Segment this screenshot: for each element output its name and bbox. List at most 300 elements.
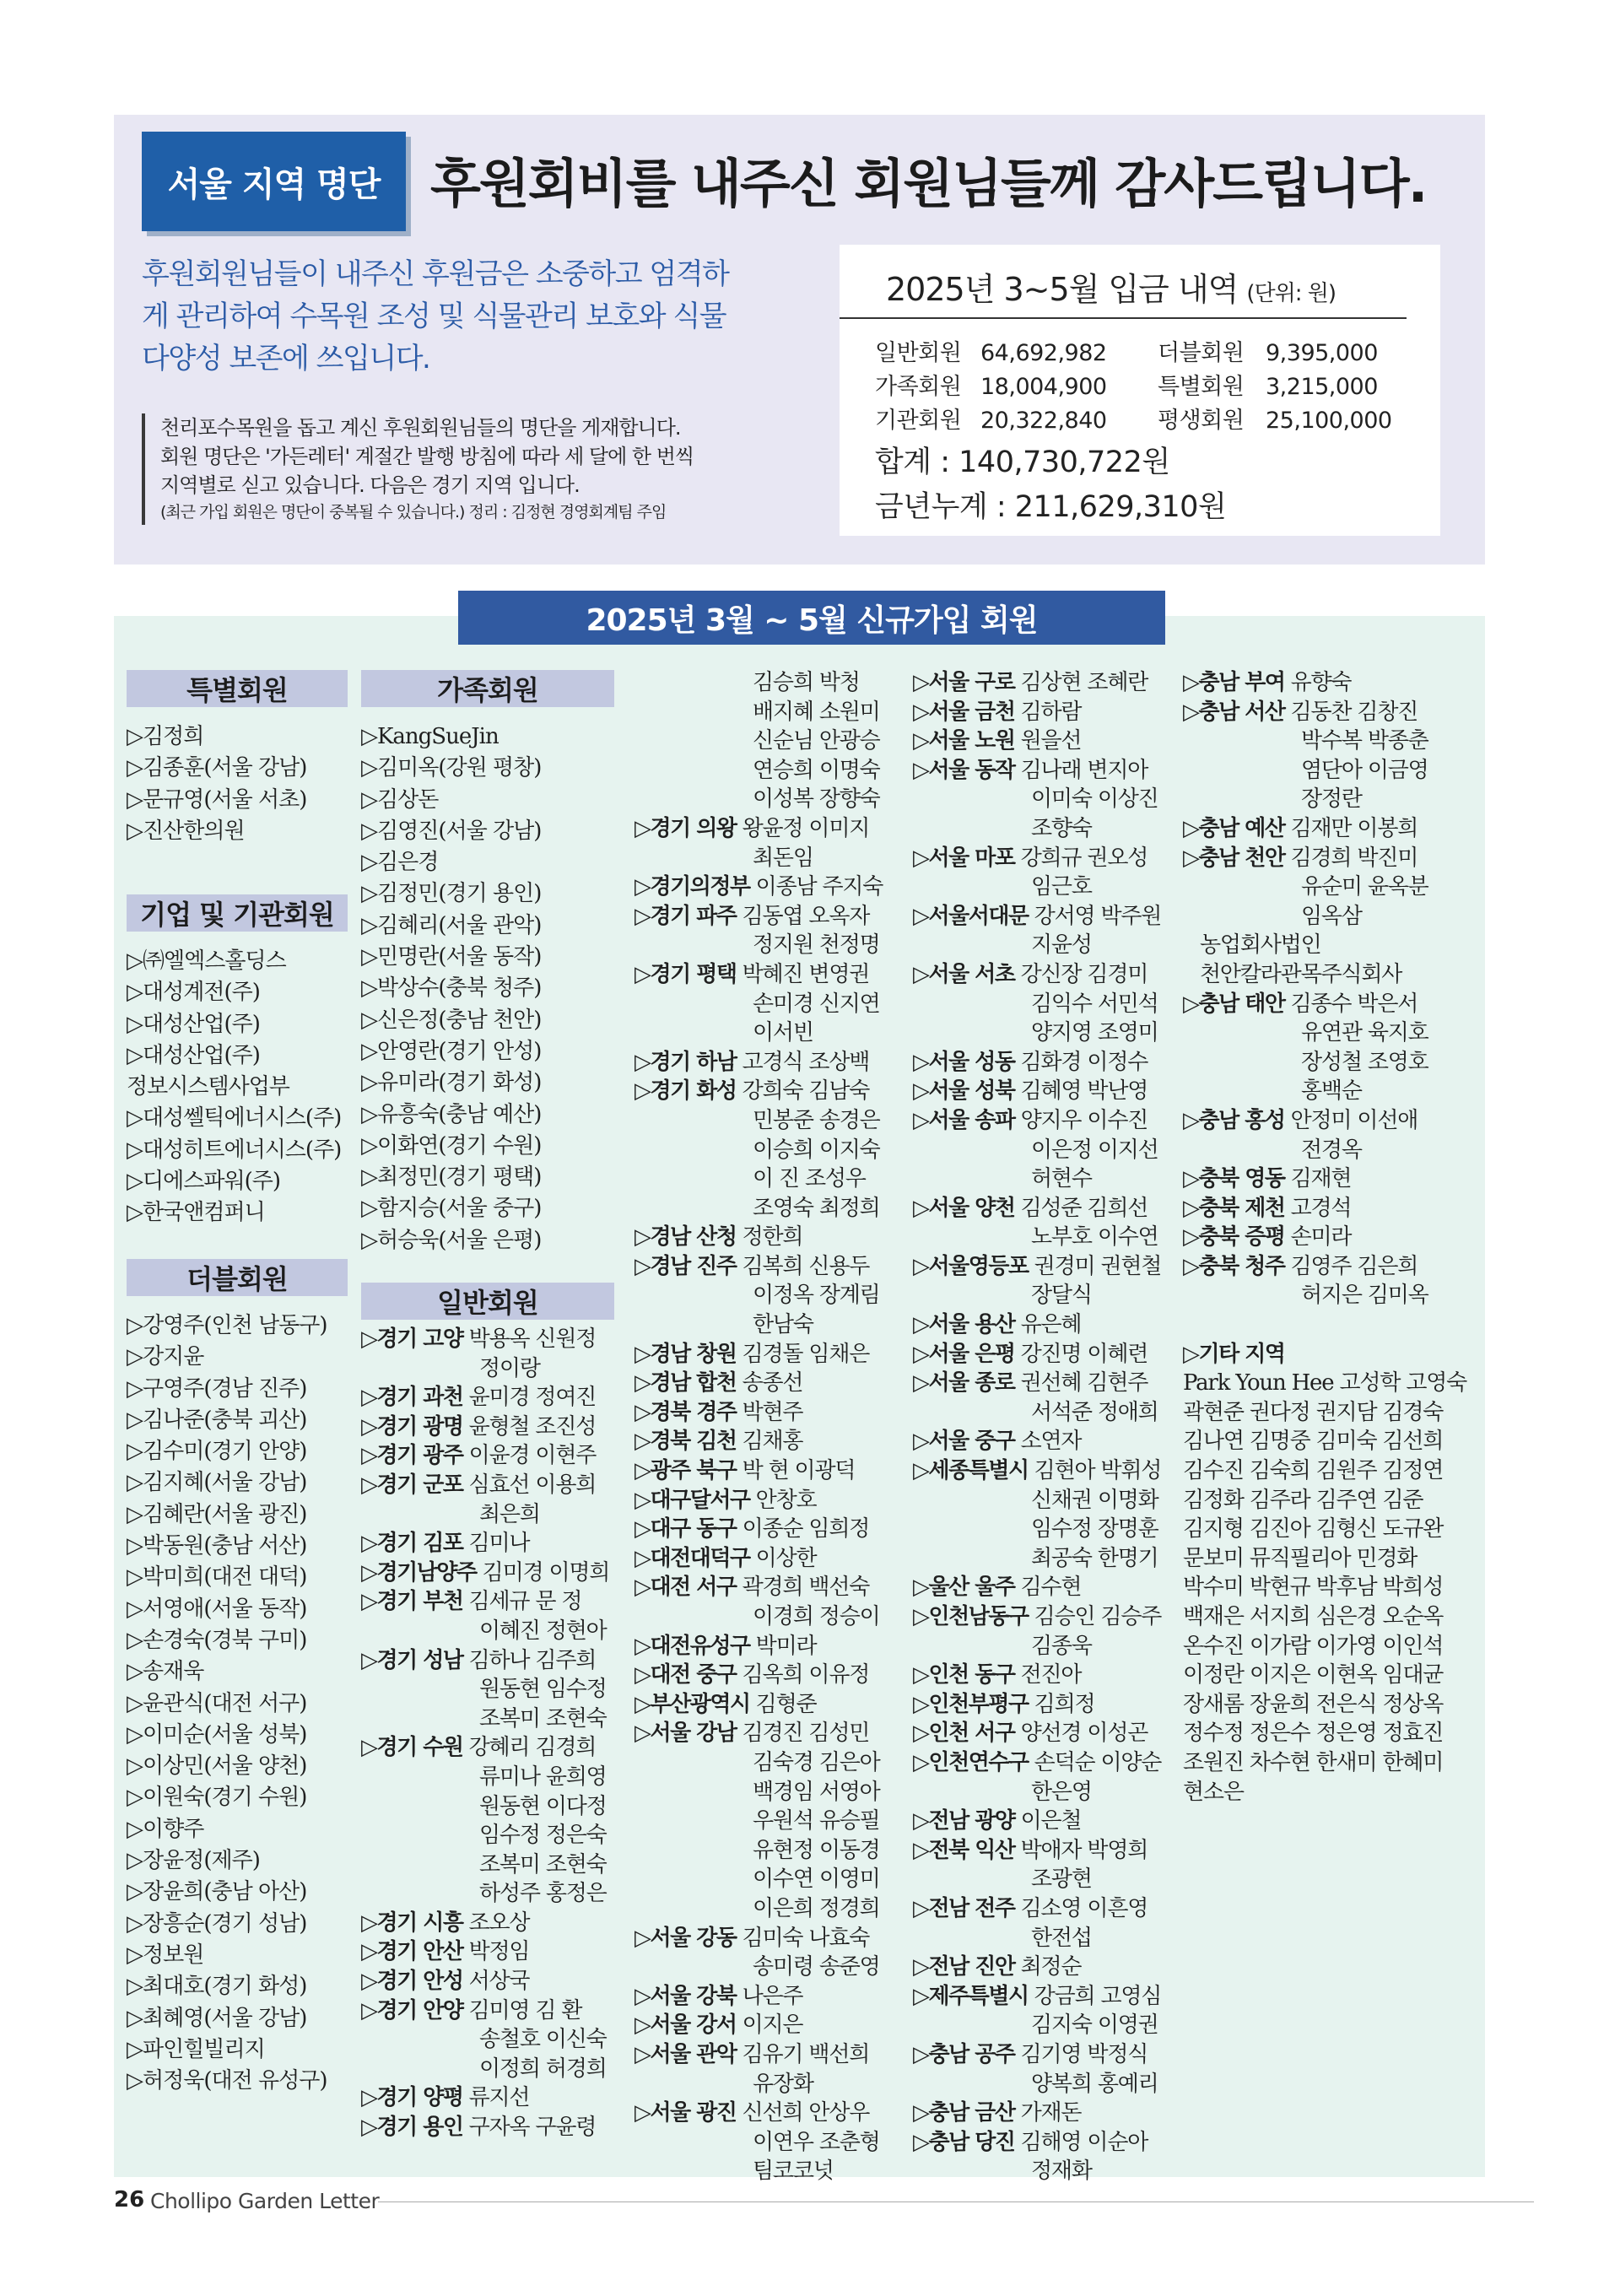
member-entry: ▷정보원 <box>127 1942 204 1968</box>
member-entry: ▷송재욱 <box>127 1659 204 1685</box>
region-entry <box>913 1982 1161 2012</box>
region-names: 류지선 <box>468 2085 530 2111</box>
region-names: 김영주 김은희 <box>1290 1253 1418 1279</box>
names-continuation: 김지숙 이영권 <box>1031 2012 1158 2039</box>
region-entry <box>913 1194 1161 1224</box>
member-entry: ▷김영진(서울 강남) <box>361 818 542 844</box>
region-label: ▷충남 천안 <box>1183 845 1285 871</box>
page-number: 26 <box>114 2187 145 2212</box>
region-names: 박용옥 신원정 <box>468 1326 597 1352</box>
region-names: 김재만 이봉희 <box>1290 815 1418 841</box>
region-label: ▷서울영등포 <box>913 1253 1029 1279</box>
names-continuation: 한전섭 <box>1031 1925 1092 1951</box>
member-entry: ▷김나준(충북 괴산) <box>127 1407 307 1433</box>
region-label: ▷충남 당진 <box>913 2129 1015 2155</box>
names-continuation: 한은영 <box>1031 1779 1092 1805</box>
region-entry <box>634 1515 883 1544</box>
other-region-names: 문보미 뮤직필리아 민경화 <box>1183 1545 1418 1571</box>
member-entry: ▷최대호(경기 화성) <box>127 1974 307 2000</box>
region-names: 김경진 김성민 <box>742 1721 870 1747</box>
names-continuation: 양복희 홍예리 <box>1031 2071 1158 2097</box>
region-label: ▷경북 김천 <box>634 1429 737 1455</box>
region-label: ▷충남 태안 <box>1183 991 1285 1017</box>
region-label: ▷기타 지역 <box>1183 1341 1285 1367</box>
region-entry <box>913 1690 1161 1720</box>
region-entry <box>634 2099 883 2128</box>
region-names: 강진명 이혜련 <box>1020 1341 1148 1367</box>
region-label: ▷서울 마포 <box>913 845 1015 871</box>
other-region-names: 박수미 박현규 박후남 박희성 <box>1183 1575 1444 1601</box>
region-entry <box>634 1486 883 1515</box>
names-continuation: 원동현 이다정 <box>479 1793 607 1819</box>
member-entry: ▷김상돈 <box>361 786 439 813</box>
names-continuation: 팀코코넛 <box>753 2158 834 2185</box>
member-entry: ▷대성히트에너시스(주) <box>127 1137 342 1163</box>
region-names: 김복희 신용두 <box>742 1253 870 1279</box>
region-label: ▷전북 익산 <box>913 1837 1015 1863</box>
region-label: ▷인천 동구 <box>913 1662 1015 1688</box>
member-entry: ▷김미옥(강원 평창) <box>361 755 542 781</box>
region-names: 고경식 조상백 <box>742 1049 870 1075</box>
region-names: 신선희 안상우 <box>742 2100 870 2126</box>
region-names: 유은혜 <box>1020 1312 1082 1338</box>
names-continuation: 조광현 <box>1031 1867 1092 1893</box>
region-entry <box>913 1048 1161 1078</box>
names-continuation: 허현수 <box>1031 1166 1092 1192</box>
region-entry <box>913 2128 1161 2158</box>
region-names: 김현아 박휘성 <box>1034 1458 1162 1484</box>
region-entry <box>634 1369 883 1398</box>
region-entry <box>361 1909 609 1938</box>
summary-row: 일반회원 64,692,982 더블회원 9,395,000 <box>875 340 1378 366</box>
region-label: ▷충북 제천 <box>1183 1195 1285 1221</box>
other-region-names: 백재은 서지희 심은경 오순옥 <box>1183 1604 1444 1629</box>
names-continuation: 백경임 서영아 <box>753 1779 880 1805</box>
region-entry <box>913 1807 1161 1836</box>
summary-total: 합계 : 140,730,722원 <box>875 446 1170 479</box>
region-label: ▷경기 광주 <box>361 1443 463 1469</box>
footer-divider <box>378 2201 1534 2202</box>
region-label: ▷광주 북구 <box>634 1458 737 1484</box>
region-entry <box>634 1573 883 1602</box>
region-entry <box>361 2113 609 2142</box>
region-label: ▷경기 안양 <box>361 1997 463 2023</box>
region-label: ▷경북 경주 <box>634 1399 737 1425</box>
region-names: 김해영 이순아 <box>1020 2129 1148 2155</box>
region-names: 권선혜 김현주 <box>1020 1370 1148 1397</box>
names-continuation: 송미령 송준영 <box>753 1954 880 1980</box>
member-entry: ▷손경숙(경북 구미) <box>127 1627 307 1653</box>
region-entry <box>913 1310 1161 1340</box>
names-continuation: 홍백순 <box>1301 1078 1362 1105</box>
region-names: 원을선 <box>1020 728 1082 754</box>
region-entry <box>634 814 883 844</box>
general-members-col4 <box>1183 668 1466 1807</box>
names-continuation: 연승희 이명숙 <box>753 757 880 783</box>
region-label: ▷서울 서초 <box>913 961 1015 987</box>
region-names: 안정미 이선애 <box>1290 1107 1418 1133</box>
other-region-names: Park Youn Hee 고성학 고영숙 <box>1183 1370 1467 1397</box>
region-entry <box>634 1048 883 1078</box>
names-continuation: 류미나 윤희영 <box>479 1764 607 1790</box>
other-region-names: 조원진 차수현 한새미 한혜미 <box>1183 1749 1444 1775</box>
region-entry <box>634 872 883 902</box>
names-continuation: 배지혜 소원미 <box>753 699 880 725</box>
region-label: ▷인천 서구 <box>913 1721 1015 1747</box>
region-label: ▷대구달서구 <box>634 1487 750 1513</box>
region-entry <box>634 1632 883 1661</box>
member-entry: ▷허정욱(대전 유성구) <box>127 2068 327 2094</box>
summary-divider <box>840 317 1407 319</box>
region-entry <box>913 902 1161 932</box>
region-label: ▷경남 창원 <box>634 1341 737 1367</box>
region-names: 박 현 이광덕 <box>742 1458 856 1484</box>
names-continuation: 손미경 신지연 <box>753 991 880 1017</box>
region-names: 박현주 <box>742 1399 803 1425</box>
member-entry: ▷이원숙(경기 수원) <box>127 1785 307 1811</box>
region-names: 김희정 <box>1034 1691 1095 1717</box>
region-entry <box>634 1544 883 1574</box>
region-label: ▷서울 노원 <box>913 728 1015 754</box>
organization-entry: 농업회사법인 <box>1200 932 1321 959</box>
region-names: 김경돌 임채은 <box>742 1341 870 1367</box>
region-label: ▷인천남동구 <box>913 1604 1029 1629</box>
other-region-names: 곽현준 권다정 권지담 김경숙 <box>1183 1399 1444 1425</box>
member-entry: ▷최정민(경기 평택) <box>361 1164 542 1191</box>
region-names: 이종남 주지숙 <box>755 874 883 900</box>
region-names: 김세규 문 정 <box>468 1589 582 1615</box>
region-label: ▷충남 부여 <box>1183 670 1285 695</box>
member-entry: ▷디에스파워(주) <box>127 1169 280 1195</box>
general-members-col3 <box>913 668 1161 2186</box>
region-entry <box>361 1559 609 1588</box>
member-entry: ▷대성계전(주) <box>127 980 260 1006</box>
region-names: 김상현 조혜란 <box>1020 670 1148 695</box>
region-entry <box>913 1573 1161 1602</box>
notice-line: 천리포수목원을 돕고 계신 후원회원님들의 명단을 게재합니다. <box>160 416 681 440</box>
region-names: 김승인 김승주 <box>1034 1604 1162 1629</box>
region-entry <box>361 1733 609 1763</box>
deposit-summary <box>840 245 1440 536</box>
region-entry <box>913 844 1161 873</box>
names-continuation: 김숙경 김은아 <box>753 1749 880 1775</box>
region-entry <box>634 1982 883 2012</box>
region-entry <box>361 1587 609 1617</box>
region-label: ▷경기 안성 <box>361 1969 463 1995</box>
region-names: 강서영 박주원 <box>1034 903 1162 929</box>
corporate-members-list <box>127 946 341 1229</box>
names-continuation: 서석준 정애희 <box>1031 1399 1158 1425</box>
region-names: 권경미 권현철 <box>1034 1253 1162 1279</box>
region-names: 강신장 김경미 <box>1020 961 1148 987</box>
region-entry <box>634 902 883 932</box>
region-names: 윤미경 정여진 <box>468 1385 597 1411</box>
region-label: ▷서울서대문 <box>913 903 1029 929</box>
summary-row: 가족회원 18,004,900 특별회원 3,215,000 <box>875 374 1378 400</box>
other-region-names: 김지형 김진아 김형신 도규완 <box>1183 1516 1444 1542</box>
region-label: ▷경남 진주 <box>634 1253 737 1279</box>
region-entry <box>361 1325 609 1354</box>
region-entry <box>913 1719 1161 1748</box>
region-label: ▷서울 종로 <box>913 1370 1015 1397</box>
member-entry: ▷윤관식(대전 서구) <box>127 1690 307 1716</box>
region-names: 안창호 <box>755 1487 817 1513</box>
region-entry <box>1183 1194 1466 1224</box>
region-names: 손덕순 이양순 <box>1034 1749 1162 1775</box>
region-names: 이은철 <box>1020 1808 1082 1834</box>
member-entry: ▷김혜리(서울 관악) <box>361 912 542 938</box>
region-names: 김채홍 <box>742 1429 803 1455</box>
names-continuation: 이정옥 장계림 <box>753 1283 880 1309</box>
other-region-names: 이정란 이지은 이현옥 임대균 <box>1183 1662 1444 1688</box>
member-entry: ▷장윤희(충남 아산) <box>127 1879 307 1905</box>
names-continuation: 최돈임 <box>753 845 813 871</box>
names-continuation: 김익수 서민석 <box>1031 991 1158 1017</box>
region-entry <box>361 2083 609 2113</box>
region-label: ▷인천연수구 <box>913 1749 1029 1775</box>
member-entry: ▷김정희 <box>127 724 204 749</box>
region-label: ▷서울 성북 <box>913 1078 1015 1105</box>
names-continuation: 장정란 <box>1301 786 1362 813</box>
member-entry: ▷KangSueJin <box>361 724 499 749</box>
names-continuation: 이수연 이영미 <box>753 1867 880 1893</box>
region-label: ▷전남 전주 <box>913 1895 1015 1921</box>
member-entry: ▷서영애(서울 동작) <box>127 1596 307 1622</box>
region-names: 김경희 박진미 <box>1290 845 1418 871</box>
region-label: ▷경기 광명 <box>361 1413 463 1440</box>
region-entry <box>913 1106 1161 1136</box>
region-entry <box>1183 844 1466 873</box>
region-names: 양선경 이성곤 <box>1020 1721 1148 1747</box>
region-entry <box>1183 1223 1466 1252</box>
names-continuation: 조복미 조현숙 <box>479 1705 607 1731</box>
region-entry <box>361 1996 609 2026</box>
names-continuation: 이연우 조춘형 <box>753 2129 880 2155</box>
region-entry <box>913 1369 1161 1398</box>
names-continuation: 신채권 이명화 <box>1031 1487 1158 1513</box>
names-continuation: 지윤성 <box>1031 932 1092 959</box>
region-label: ▷경기 성남 <box>361 1647 463 1673</box>
names-continuation: 임옥삼 <box>1301 903 1362 929</box>
region-label: ▷서울 강남 <box>634 1721 737 1747</box>
member-entry: ▷이상민(서울 양천) <box>127 1753 307 1780</box>
region-names: 이윤경 이현주 <box>468 1443 597 1469</box>
notice-small: (최근 가입 회원은 명단이 중복될 수 있습니다.) 정리 : 김정현 경영회계팀 주임 <box>160 503 667 521</box>
region-label: ▷서울 송파 <box>913 1107 1015 1133</box>
names-continuation: 이성복 장향숙 <box>753 786 880 813</box>
region-label: ▷경기 하남 <box>634 1049 737 1075</box>
region-label: ▷서울 관악 <box>634 2041 737 2067</box>
names-continuation: 전경옥 <box>1301 1137 1362 1163</box>
region-label: ▷서울 은평 <box>913 1341 1015 1367</box>
region-entry <box>913 1661 1161 1690</box>
member-entry: ▷유흥숙(충남 예산) <box>361 1101 542 1127</box>
region-entry <box>913 1836 1161 1866</box>
region-entry <box>634 960 883 990</box>
page-title: 후원회비를 내주신 회원님들께 감사드립니다. <box>430 153 1427 214</box>
region-label: ▷경기 용인 <box>361 2115 463 2141</box>
region-label: ▷경기남양주 <box>361 1559 477 1586</box>
region-names: 고경석 <box>1290 1195 1352 1221</box>
region-entry <box>1183 1340 1466 1369</box>
notice-text <box>142 413 802 525</box>
region-entry <box>361 1937 609 1967</box>
region-names: 김미영 김 환 <box>468 1997 582 2023</box>
region-entry <box>913 1602 1161 1632</box>
region-names: 양지우 이수진 <box>1020 1107 1148 1133</box>
region-label: ▷대전 서구 <box>634 1575 737 1601</box>
member-entry: ▷대성산업(주) <box>127 1042 260 1068</box>
names-continuation: 신순님 안광승 <box>753 728 880 754</box>
region-names: 이종순 임희정 <box>742 1516 870 1542</box>
member-entry: ▷강영주(인천 남동구) <box>127 1313 327 1338</box>
names-continuation: 민봉준 송경은 <box>753 1107 880 1133</box>
intro-text <box>142 253 791 380</box>
member-entry: ▷김수미(경기 안양) <box>127 1439 307 1465</box>
region-entry <box>634 1719 883 1748</box>
region-entry <box>913 756 1161 786</box>
names-continuation: 유장화 <box>753 2071 813 2097</box>
names-continuation: 김승희 박청 <box>753 670 860 695</box>
names-continuation: 우원석 유승필 <box>753 1808 880 1834</box>
names-continuation: 이정희 허경희 <box>479 2056 607 2082</box>
region-label: ▷부산광역시 <box>634 1691 750 1717</box>
names-continuation: 염단아 이금영 <box>1301 757 1428 783</box>
region-names: 구자옥 구윤령 <box>468 2115 597 2141</box>
names-continuation: 이승희 이지숙 <box>753 1137 880 1163</box>
region-names: 소연자 <box>1020 1429 1082 1455</box>
names-continuation: 유순미 윤옥분 <box>1301 874 1428 900</box>
names-continuation: 송철호 이신숙 <box>479 2027 607 2053</box>
region-names: 김미경 이명희 <box>482 1559 610 1586</box>
region-entry <box>634 1077 883 1106</box>
region-names: 김옥희 이유정 <box>742 1662 870 1688</box>
region-label: ▷서울 양천 <box>913 1195 1015 1221</box>
region-names: 윤형철 조진성 <box>468 1413 597 1440</box>
region-names: 박미라 <box>755 1633 817 1659</box>
member-entry: ▷신은정(충남 천안) <box>361 1007 542 1033</box>
region-entry <box>361 1967 609 1996</box>
names-continuation: 원동현 임수정 <box>479 1677 607 1703</box>
names-continuation: 하성주 홍정은 <box>479 1881 607 1907</box>
region-label: ▷서울 강동 <box>634 1925 737 1951</box>
member-entry: ▷민명란(서울 동작) <box>361 944 542 970</box>
names-continuation: 한남숙 <box>753 1312 813 1338</box>
names-continuation: 정이랑 <box>479 1355 540 1381</box>
general-members-col1 <box>361 1325 609 2142</box>
names-continuation: 장성철 조영호 <box>1301 1049 1428 1075</box>
region-label: ▷충북 증평 <box>1183 1224 1285 1251</box>
region-names: 김하나 김주희 <box>468 1647 597 1673</box>
region-names: 최정순 <box>1020 1954 1082 1980</box>
region-entry <box>361 1529 609 1559</box>
summary-row: 기관회원 20,322,840 평생회원 25,100,000 <box>875 408 1392 434</box>
region-label: ▷서울 금천 <box>913 699 1015 725</box>
names-continuation: 최은희 <box>479 1501 540 1527</box>
other-region-names: 온수진 이가람 이가영 이인석 <box>1183 1633 1444 1659</box>
region-entry <box>634 1252 883 1282</box>
region-names: 강혜리 김경희 <box>468 1735 597 1761</box>
region-entry <box>1183 814 1466 844</box>
member-entry: ▷김정민(경기 용인) <box>361 881 542 907</box>
member-entry: ▷이향주 <box>127 1816 204 1842</box>
region-names: 송종선 <box>742 1370 803 1397</box>
region-entry <box>634 1690 883 1720</box>
member-entry: ▷대성쎌틱에너시스(주) <box>127 1105 342 1132</box>
region-entry <box>913 1077 1161 1106</box>
region-label: ▷충남 예산 <box>1183 815 1285 841</box>
other-region-names: 장새롬 장윤희 전은식 정상옥 <box>1183 1691 1444 1717</box>
names-continuation: 김종욱 <box>1031 1633 1092 1659</box>
region-label: ▷경기 시흥 <box>361 1910 463 1936</box>
member-entry: ▷김종훈(서울 강남) <box>127 755 307 781</box>
section-special-title: 특별회원 <box>127 670 348 707</box>
region-names: 유향숙 <box>1290 670 1352 695</box>
member-entry: ▷김지혜(서울 강남) <box>127 1470 307 1496</box>
region-entry <box>1183 1164 1466 1194</box>
region-label: ▷서울 구로 <box>913 670 1015 695</box>
region-entry <box>913 727 1161 756</box>
region-label: ▷울산 울주 <box>913 1575 1015 1601</box>
region-entry <box>913 2040 1161 2070</box>
member-entry: ▷김은경 <box>361 850 439 876</box>
region-entry <box>361 1471 609 1500</box>
region-names: 김유기 백선희 <box>742 2041 870 2067</box>
other-region-names: 김정화 김주라 김주연 김준 <box>1183 1487 1423 1513</box>
member-entry: ▷대성산업(주) <box>127 1011 260 1037</box>
region-names: 심효선 이용희 <box>468 1472 597 1498</box>
region-entry <box>913 1427 1161 1456</box>
region-names: 가재돈 <box>1020 2100 1082 2126</box>
region-names: 김미나 <box>468 1531 530 1557</box>
organization-entry: 천안칼라관목주식회사 <box>1200 961 1402 987</box>
region-label: ▷경기 화성 <box>634 1078 737 1105</box>
member-entry: ▷강지윤 <box>127 1344 204 1370</box>
region-label: ▷경기의정부 <box>634 874 750 900</box>
region-label: ▷제주특별시 <box>913 1983 1029 2009</box>
names-continuation: 이혜진 정현아 <box>479 1618 607 1644</box>
other-region-names: 정수정 정은수 정은영 정효진 <box>1183 1721 1444 1747</box>
section-corporate-title: 기업 및 기관회원 <box>127 894 348 932</box>
member-entry: ▷장흥순(경기 성남) <box>127 1910 307 1937</box>
notice-line: 회원 명단은 '가든레터' 계절간 발행 방침에 따라 세 달에 한 번씩 <box>160 445 694 468</box>
region-label: ▷전남 진안 <box>913 1954 1015 1980</box>
names-continuation: 임수정 장명훈 <box>1031 1516 1158 1542</box>
names-continuation: 정재화 <box>1031 2158 1092 2185</box>
region-names: 김수현 <box>1020 1575 1082 1601</box>
region-label: ▷경기 과천 <box>361 1385 463 1411</box>
member-entry: ▷함지승(서울 중구) <box>361 1196 542 1222</box>
region-label: ▷서울 성동 <box>913 1049 1015 1075</box>
region-entry <box>361 1383 609 1413</box>
member-entry: ▷이화연(경기 수원) <box>361 1132 542 1159</box>
region-names: 이상한 <box>755 1545 817 1571</box>
region-label: ▷경남 합천 <box>634 1370 737 1397</box>
region-label: ▷충북 청주 <box>1183 1253 1285 1279</box>
region-entry <box>634 1340 883 1369</box>
region-names: 김하람 <box>1020 699 1082 725</box>
region-entry <box>913 2099 1161 2128</box>
region-names: 이지은 <box>742 2012 803 2039</box>
region-entry <box>913 668 1161 698</box>
region-label: ▷서울 동작 <box>913 757 1015 783</box>
member-entry: ▷한국앤컴퍼니 <box>127 1200 265 1226</box>
region-entry <box>913 698 1161 727</box>
region-names: 박애자 박영희 <box>1020 1837 1148 1863</box>
region-names: 김종수 박은서 <box>1290 991 1418 1017</box>
member-entry: ▷박동원(충남 서산) <box>127 1533 307 1559</box>
region-label: ▷서울 중구 <box>913 1429 1015 1455</box>
